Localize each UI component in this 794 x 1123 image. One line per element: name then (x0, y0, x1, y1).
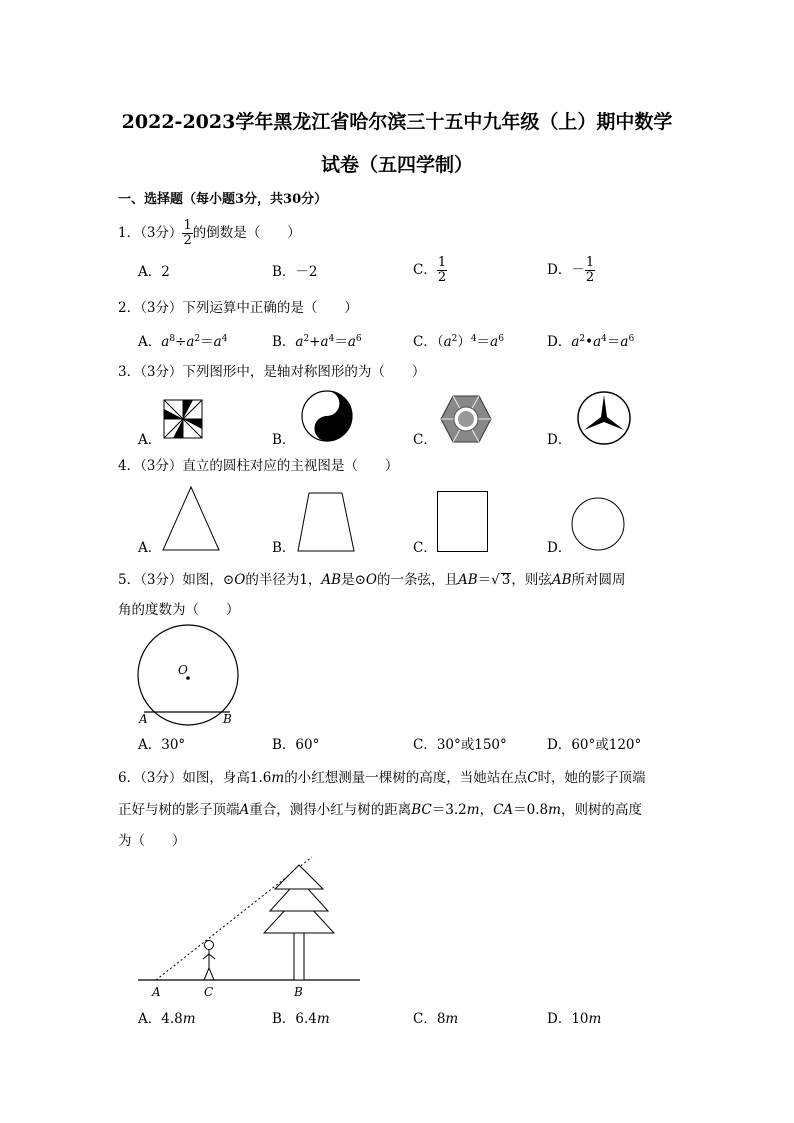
q6-option-c: C．8m (413, 1011, 459, 1027)
rectangle-icon (436, 490, 490, 554)
q4-option-d: D． (547, 540, 572, 556)
q2-option-d: D．$a^2•a^4=a^6$ (547, 334, 635, 350)
section-heading: 一、选择题（每小题3分，共30分） (118, 192, 328, 207)
pinwheel-icon (160, 397, 206, 441)
q3-option-b: B． (272, 432, 296, 448)
question-5-line2: 角的度数为（ ） (118, 602, 240, 618)
label-c: C (204, 985, 214, 999)
q1-option-d: D．－ $\frac{1}{2}$ (547, 255, 595, 285)
question-3-stem: 3．（3分）下列图形中，是轴对称图形的为（ ） (118, 364, 426, 380)
q3-option-d: D． (547, 432, 572, 448)
q1-option-b: B．－2 (272, 264, 318, 280)
q6-option-a: A．4.8m (138, 1011, 196, 1027)
q2-option-a: A．$a^8\div a^2=a^4$ (138, 334, 228, 350)
q2-option-c: C．$(a^2)^4=a^6$ (413, 334, 504, 350)
fraction: $\frac{1}{2}$ (183, 218, 192, 248)
question-2-stem: 2．（3分）下列运算中正确的是（ ） (118, 300, 358, 316)
q5-option-d: D．60°或120° (547, 737, 642, 753)
hexagon-ring-icon (440, 394, 492, 444)
three-point-star-circle-icon (576, 390, 632, 446)
trapezoid-icon (296, 491, 356, 553)
circle-icon (570, 496, 626, 552)
q5-option-a: A．30° (138, 737, 186, 753)
question-6-line1: 6．（3分）如图，身高1.6m的小红想测量一棵树的高度，当她站在点C时，她的影子顶端 (118, 770, 646, 786)
tree-icon (264, 865, 334, 980)
label-a: A (139, 712, 148, 726)
question-1-stem: 1．（3分） $\frac{1}{2}$ 的倒数是（ ） (118, 218, 301, 248)
q1-option-a: A．2 (138, 264, 170, 280)
q4-option-a: A． (138, 540, 162, 556)
q5-option-c: C．30°或150° (413, 737, 507, 753)
label-a: A (152, 985, 161, 999)
question-6-line2: 正好与树的影子顶端A重合，测得小红与树的距离BC＝3.2m，CA＝0.8m，则树的高度 (118, 802, 642, 818)
label-o: O (178, 663, 188, 677)
q3-option-c: C． (413, 432, 437, 448)
q6-option-b: B．6.4m (272, 1011, 330, 1027)
question-4-stem: 4．（3分）直立的圆柱对应的主视图是（ ） (118, 458, 399, 474)
q4-option-c: C． (413, 540, 437, 556)
q1-option-c: C． $\frac{1}{2}$ (413, 255, 447, 285)
yin-yang-icon (300, 389, 354, 443)
exam-title-line2: 试卷（五四学制） (320, 154, 473, 176)
question-6-line3: 为（ ） (118, 833, 186, 849)
label-b: B (294, 985, 303, 999)
tree-shadow-figure (136, 855, 362, 1001)
exam-title-line1: 2022-2023学年黑龙江省哈尔滨三十五中九年级（上）期中数学 (121, 111, 673, 133)
label-b: B (223, 712, 232, 726)
q3-option-a: A． (138, 432, 162, 448)
q4-option-b: B． (272, 540, 296, 556)
q2-option-b: B．$a^2+a^4=a^6$ (272, 334, 362, 350)
triangle-icon (160, 486, 222, 552)
circle-chord-figure (134, 630, 244, 730)
person-icon (203, 941, 215, 981)
q5-option-b: B．60° (272, 737, 320, 753)
q6-option-d: D．10m (547, 1011, 602, 1027)
question-5-line1: 5．（3分）如图，⊙O的半径为1，AB是⊙O的一条弦，且AB＝√ 3，则弦AB所对圆周 (118, 572, 626, 588)
